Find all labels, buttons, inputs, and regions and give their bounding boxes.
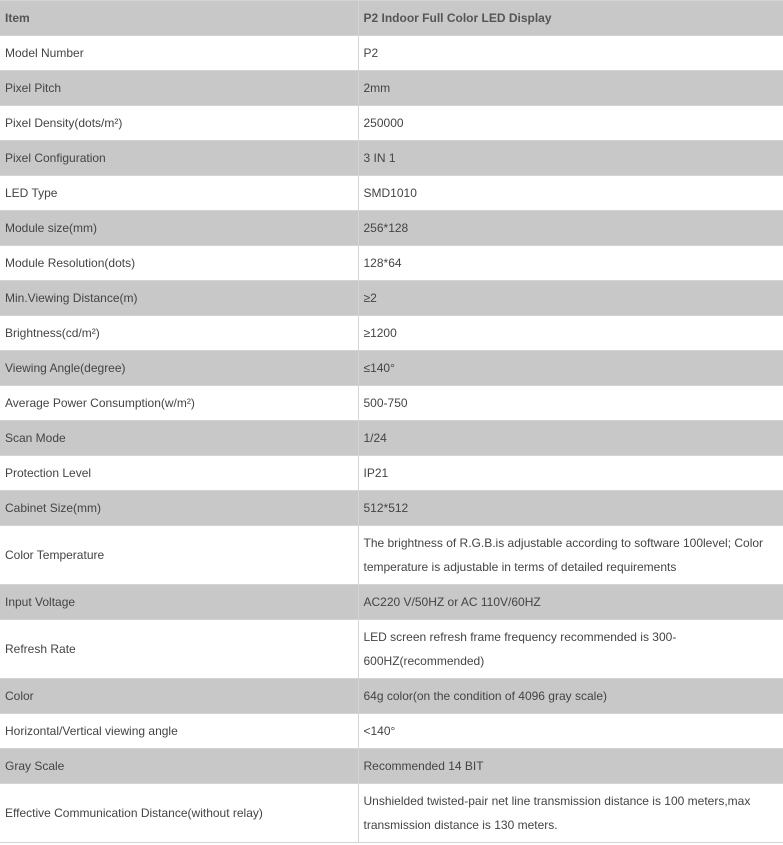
table-row (0, 386, 783, 421)
row-label: Pixel Configuration (0, 141, 358, 176)
table-row (0, 71, 783, 106)
row-label: Module Resolution(dots) (0, 246, 358, 281)
table-row (0, 526, 783, 585)
row-label: Scan Mode (0, 421, 358, 456)
row-value: 512*512 (358, 491, 783, 526)
row-label: Pixel Pitch (0, 71, 358, 106)
table-row (0, 316, 783, 351)
row-label: Min.Viewing Distance(m) (0, 281, 358, 316)
row-value: 1/24 (358, 421, 783, 456)
row-value: The brightness of R.G.B.is adjustable according to software 100level; Color temperature is adjustable in terms of detailed requirements (358, 526, 783, 585)
row-label: Effective Communication Distance(without relay) (0, 784, 358, 843)
table-row (0, 351, 783, 386)
row-label: Protection Level (0, 456, 358, 491)
table-row (0, 211, 783, 246)
table-row (0, 749, 783, 784)
row-label: Color (0, 679, 358, 714)
row-label: Average Power Consumption(w/m²) (0, 386, 358, 421)
row-value: 256*128 (358, 211, 783, 246)
table-row (0, 784, 783, 843)
table-row (0, 281, 783, 316)
row-value: 250000 (358, 106, 783, 141)
row-value: ≤140° (358, 351, 783, 386)
row-value: IP21 (358, 456, 783, 491)
table-row (0, 456, 783, 491)
row-label: Viewing Angle(degree) (0, 351, 358, 386)
row-value: 3 IN 1 (358, 141, 783, 176)
row-value: 500-750 (358, 386, 783, 421)
row-label: Gray Scale (0, 749, 358, 784)
row-value: LED screen refresh frame frequency recommended is 300-600HZ(recommended) (358, 620, 783, 679)
row-label: Refresh Rate (0, 620, 358, 679)
row-value: Unshielded twisted-pair net line transmission distance is 100 meters,max transmission distance is 130 meters. (358, 784, 783, 843)
table-row (0, 36, 783, 71)
table-row (0, 620, 783, 679)
row-label: Brightness(cd/m²) (0, 316, 358, 351)
row-label: Pixel Density(dots/m²) (0, 106, 358, 141)
row-value: AC220 V/50HZ or AC 110V/60HZ (358, 585, 783, 620)
table-row (0, 246, 783, 281)
table-row (0, 679, 783, 714)
row-label: Module size(mm) (0, 211, 358, 246)
table-row (0, 585, 783, 620)
row-label: Cabinet Size(mm) (0, 491, 358, 526)
row-value: SMD1010 (358, 176, 783, 211)
row-value: ≥2 (358, 281, 783, 316)
row-label: Input Voltage (0, 585, 358, 620)
row-label: Color Temperature (0, 526, 358, 585)
table-row (0, 714, 783, 749)
row-value: <140° (358, 714, 783, 749)
table-row (0, 421, 783, 456)
table-row (0, 176, 783, 211)
header-product: P2 Indoor Full Color LED Display (358, 1, 783, 36)
header-item: Item (0, 1, 358, 36)
row-value: ≥1200 (358, 316, 783, 351)
row-value: P2 (358, 36, 783, 71)
row-value: Recommended 14 BIT (358, 749, 783, 784)
table-row (0, 106, 783, 141)
row-label: Horizontal/Vertical viewing angle (0, 714, 358, 749)
row-value: 2mm (358, 71, 783, 106)
table-header-row (0, 1, 783, 36)
row-value: 64g color(on the condition of 4096 gray scale) (358, 679, 783, 714)
row-label: LED Type (0, 176, 358, 211)
table-row (0, 491, 783, 526)
row-label: Model Number (0, 36, 358, 71)
row-value: 128*64 (358, 246, 783, 281)
table-row (0, 141, 783, 176)
